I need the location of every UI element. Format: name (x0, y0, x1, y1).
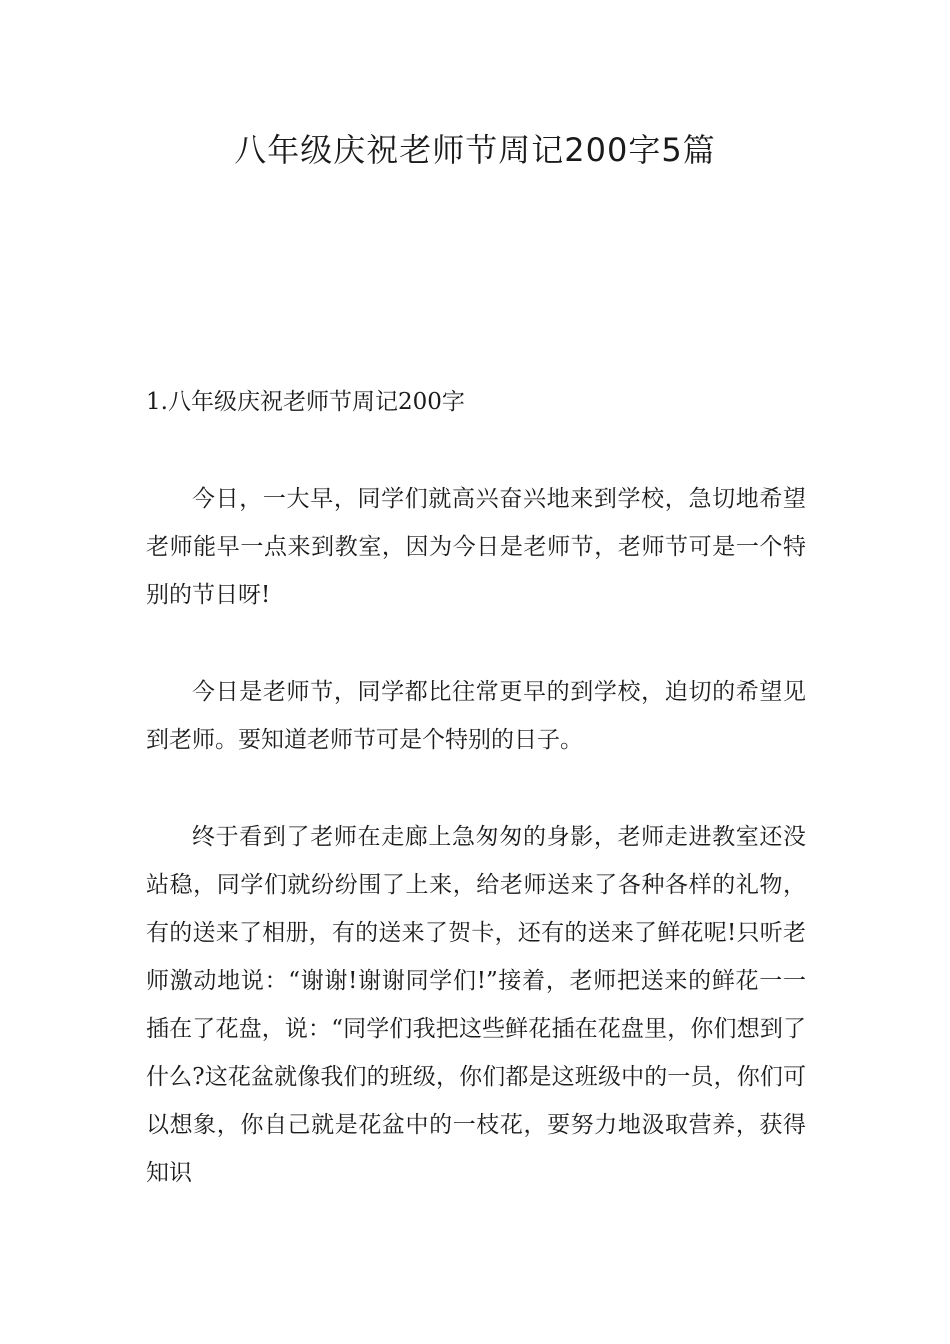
section-heading: 1.八年级庆祝老师节周记200字 (146, 389, 465, 415)
document-title: 八年级庆祝老师节周记200字5篇 (234, 131, 716, 169)
paragraph-1: 今日，一大早，同学们就高兴奋兴地来到学校，急切地希望老师能早一点来到教室，因为今日是老师节，老师节可是一个特别的节日呀! (146, 486, 806, 608)
paragraph-3: 终于看到了老师在走廊上急匆匆的身影，老师走进教室还没站稳，同学们就纷纷围了上来，给老师送来了各种各样的礼物，有的送来了相册，有的送来了贺卡，还有的送来了鲜花呢!只听老师激动地说：“谢谢!谢谢同学们!”接着，老师把送来的鲜花一一插在了花盘，说：“同学们我把这些鲜花插在花盘里，你们想到了什么?这花盆就像我们的班级，你们都是这班级中的一员，你们可以想象，你自己就是花盆中的一枝花，要努力地汲取营养，获得知识 (146, 824, 806, 1186)
paragraph-2: 今日是老师节，同学都比往常更早的到学校，迫切的希望见到老师。要知道老师节可是个特别的日子。 (146, 679, 806, 753)
document-body (146, 378, 806, 1197)
